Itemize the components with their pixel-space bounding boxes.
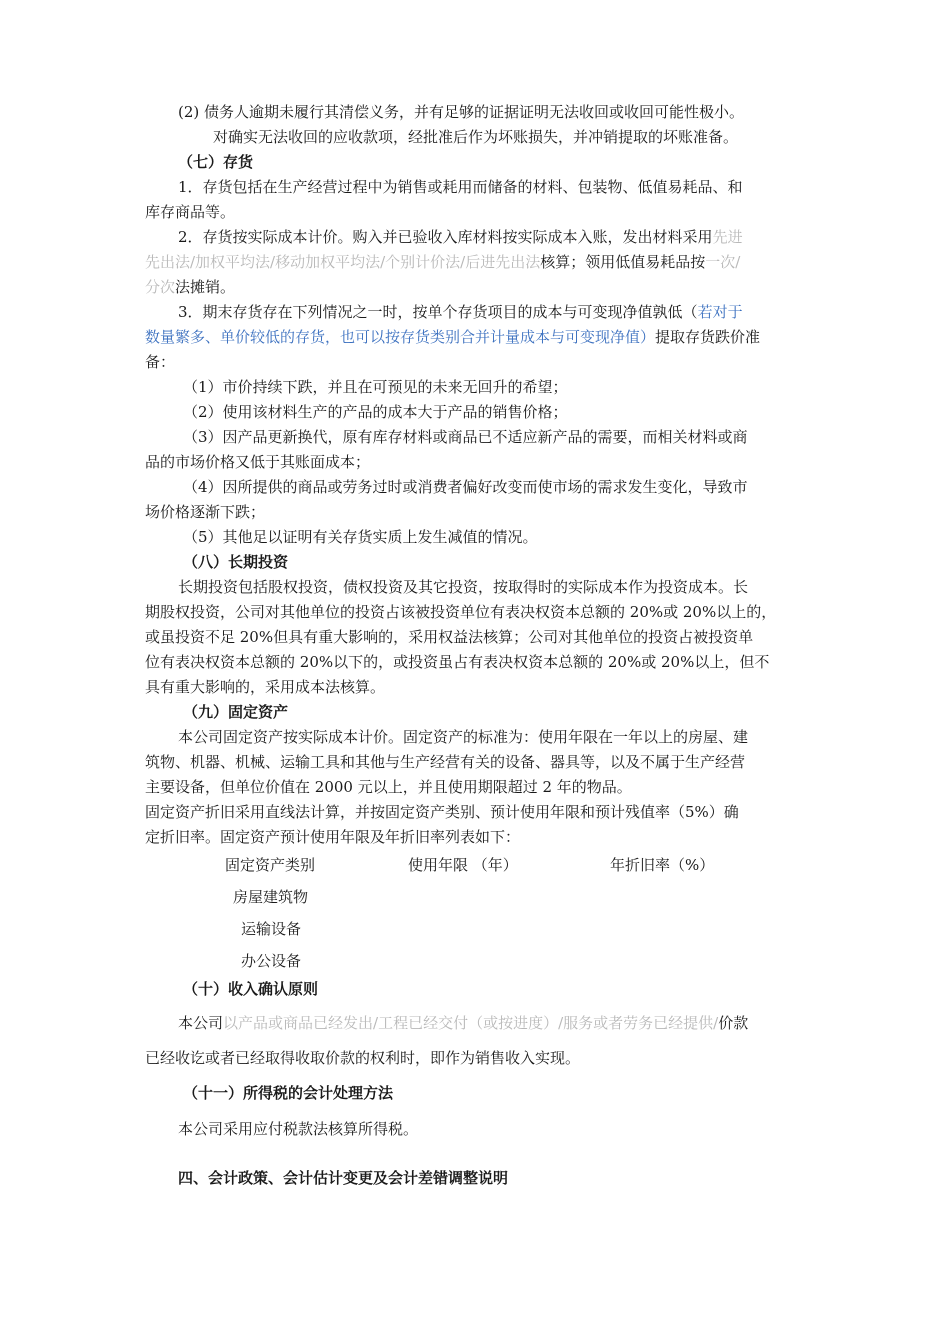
heading-long-term-investment: （八）长期投资 — [183, 553, 289, 571]
text: 3．期末存货存在下列情况之一时，按单个存货项目的成本与可变现净值孰低（ — [178, 303, 698, 321]
placeholder-text: 以产品或商品已经发出/工程已经交付（或按进度）/服务或者劳务已经提供/ — [223, 1014, 719, 1032]
inventory-item-1-line-1: 1．存货包括在生产经营过程中为销售或耗用而储备的材料、包装物、低值易耗品、和 — [178, 178, 743, 196]
revenue-line-2: 已经收讫或者已经取得收取价款的权利时，即作为销售收入实现。 — [145, 1049, 581, 1067]
case-1: （1）市价持续下跌，并且在可预见的未来无回升的希望； — [183, 378, 568, 396]
inventory-item-3-line-2 — [145, 325, 760, 349]
table-row-buildings: 房屋建筑物 — [233, 888, 309, 906]
heading-income-tax: （十一）所得税的会计处理方法 — [183, 1084, 394, 1102]
case-2: （2）使用该材料生产的产品的成本大于产品的销售价格； — [183, 403, 568, 421]
income-tax-text: 本公司采用应付税款法核算所得税。 — [178, 1120, 419, 1138]
table-row-office-equipment: 办公设备 — [241, 952, 302, 970]
table-header-category: 固定资产类别 — [225, 856, 316, 874]
text: 价款 — [718, 1014, 749, 1032]
inventory-item-3-line-3: 备： — [145, 353, 176, 371]
lti-line-1: 长期投资包括股权投资，债权投资及其它投资，按取得时的实际成本作为投资成本。长 — [178, 578, 749, 596]
case-5: （5）其他足以证明有关存货实质上发生减值的情况。 — [183, 528, 538, 546]
case-4-line-2: 场价格逐渐下跌； — [145, 503, 266, 521]
fa-line-2: 筑物、机器、机械、运输工具和其他与生产经营有关的设备、器具等，以及不属于生产经营 — [145, 753, 746, 771]
paragraph-debtor-default: (2) 债务人逾期未履行其清偿义务，并有足够的证据证明无法收回或收回可能性极小。 — [178, 103, 745, 121]
table-row-transport-equipment: 运输设备 — [241, 920, 302, 938]
table-header-years: 使用年限 （年） — [408, 856, 518, 874]
table-header-rate: 年折旧率（%） — [610, 856, 715, 874]
placeholder-text: 先进 — [712, 228, 743, 246]
case-4-line-1: （4）因所提供的商品或劳务过时或消费者偏好改变而使市场的需求发生变化，导致市 — [183, 478, 748, 496]
text: 核算；领用低值易耗品按 — [540, 253, 706, 271]
text: 法摊销。 — [175, 278, 236, 296]
lti-line-2: 期股权投资，公司对其他单位的投资占该被投资单位有表决权资本总额的 20%或 20%以上的， — [145, 603, 777, 621]
case-3-line-2: 品的市场价格又低于其账面成本； — [145, 453, 371, 471]
placeholder-text: 先出法/加权平均法/移动加权平均法/个别计价法/后进先出法 — [145, 253, 541, 271]
lti-line-5: 具有重大影响的，采用成本法核算。 — [145, 678, 386, 696]
heading-revenue-recognition: （十）收入确认原则 — [183, 980, 319, 998]
inventory-item-3-line-1 — [178, 300, 743, 324]
heading-section-4: 四、会计政策、会计估计变更及会计差错调整说明 — [178, 1169, 509, 1187]
fa-line-3: 主要设备，但单位价值在 2000 元以上，并且使用期限超过 2 年的物品。 — [145, 778, 632, 796]
heading-inventory: （七）存货 — [178, 153, 254, 171]
fa-line-4: 固定资产折旧采用直线法计算，并按固定资产类别、预计使用年限和预计残值率（5%）确 — [145, 803, 739, 821]
text: 本公司 — [178, 1014, 224, 1032]
lti-line-3: 或虽投资不足 20%但具有重大影响的，采用权益法核算；公司对其他单位的投资占被投资单 — [145, 628, 754, 646]
text: 2．存货按实际成本计价。购入并已验收入库材料按实际成本入账，发出材料采用 — [178, 228, 713, 246]
lti-line-4: 位有表决权资本总额的 20%以下的，或投资虽占有表决权资本总额的 20%或 20%以上，但不 — [145, 653, 770, 671]
paragraph-bad-debt-writeoff: 对确实无法收回的应收款项，经批准后作为坏账损失，并冲销提取的坏账准备。 — [213, 128, 739, 146]
note-text: 数量繁多、单价较低的存货，也可以按存货类别合并计量成本与可变现净值） — [145, 328, 656, 346]
inventory-item-1-line-2: 库存商品等。 — [145, 203, 236, 221]
inventory-item-2-line-2 — [145, 250, 740, 274]
fa-line-1: 本公司固定资产按实际成本计价。固定资产的标准为：使用年限在一年以上的房屋、建 — [178, 728, 749, 746]
heading-fixed-assets: （九）固定资产 — [183, 703, 289, 721]
case-3-line-1: （3）因产品更新换代，原有库存材料或商品已不适应新产品的需要，而相关材料或商 — [183, 428, 748, 446]
inventory-item-2-line-3 — [145, 275, 235, 299]
placeholder-text: 分次 — [145, 278, 176, 296]
inventory-item-2-line-1 — [178, 225, 743, 249]
fa-line-5: 定折旧率。固定资产预计使用年限及年折旧率列表如下： — [145, 828, 521, 846]
placeholder-text: 一次/ — [705, 253, 741, 271]
note-text: 若对于 — [697, 303, 743, 321]
revenue-line-1 — [178, 1011, 748, 1035]
text: 提取存货跌价准 — [655, 328, 761, 346]
